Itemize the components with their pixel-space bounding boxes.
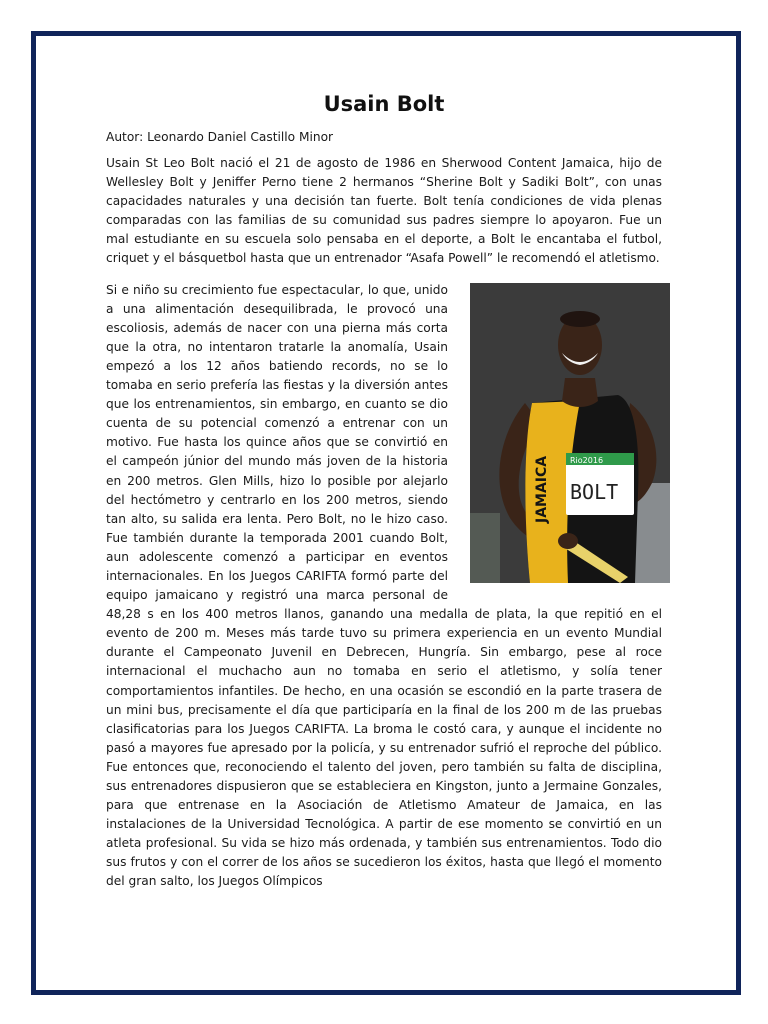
- document-title: Usain Bolt: [323, 92, 445, 116]
- author-line: Autor: Leonardo Daniel Castillo Minor: [106, 130, 334, 144]
- jersey-side-text: JAMAICA: [534, 455, 550, 523]
- document-body: [106, 92, 662, 904]
- bib-event-text: Rio2016: [570, 455, 604, 465]
- paragraph-2-text: Si e niño su crecimiento fue espectacular, lo que, unido a una alimentación desequilibrada, le provocó una escoliosis, además de nacer con una pierna más corta que la otra, no intentaron tratarle la anomalía, Usain empezó a los 12 años batiendo records, no se lo tomaba en serio prefería las fiestas y la diversión antes que los entrenamientos, sin embargo, en cuanto se dio cuenta de su potencial comenzó a entrenar con un motivo. Fue hasta los quince años que se convirtió en el campeón júnior del mundo más joven de la historia en 200 metros. Glen Mills, hizo lo posible por alejarlo del hectómetro y centrarlo en los 200 metros, siendo tan alto, su salida era lenta. Pero Bolt, no le hizo caso. Fue también durante la temporada 2001 cuando Bolt, aun adolescente comenzó a participar en eventos internacionales. En los Juegos CARIFTA formó parte del equipo jamaicano y registró una marca personal de 48,28 s en los 400 metros llanos, ganando una medalla de plata, la que repitió en el evento de 200 m. Meses más tarde tuvo su primera experiencia en un evento Mundial durante el Campeonato Juvenil en Debrecen, Hungría. Sin embargo, pese al roce internacional el muchacho aun no tomaba en serio el atletismo, y solía tener comportamientos infantiles. De hecho, en una ocasión se escondió en la parte trasera de un mini bus, precisamente el día que participaría en la final de los 200 m de las pruebas clasificatorias para los Juegos CARIFTA. La broma le costó cara, y aunque el incidente no pasó a mayores fue apresado por la policía, y su entrenador sufrió el reproche del público. Fue entonces que, reconociendo el talento del joven, pero también su falta de disciplina, sus entrenadores dispusieron que se estableciera en Kingston, junto a Jermaine Gonzales, para que entrenase en la Asociación de Atletismo Amateur de Jamaica, en las instalaciones de la Universidad Tecnológica. A partir de ese momento se convirtió en un atleta profesional. Su vida se hizo más ordenada, y también sus entrenamientos. Todo dio sus frutos y con el correr de los años se sucedieron los éxitos, hasta que llegó el momento del gran salto, los Juegos Olímpicos: [106, 282, 662, 889]
- paragraph-2: [106, 281, 662, 892]
- bib-name-text: BOLT: [570, 479, 619, 504]
- page-border: [31, 31, 741, 995]
- athlete-illustration: [470, 283, 670, 583]
- athlete-photo: [470, 283, 670, 583]
- paragraph-1: Usain St Leo Bolt nació el 21 de agosto de 1986 en Sherwood Content Jamaica, hijo de Wellesley Bolt y Jeniffer Perno tiene 2 hermanos “Sherine Bolt y Sadiki Bolt”, con unas capacidades naturales y una decisión tan fuerte. Bolt tenía condiciones de vida plenas comparadas con las familias de su comunidad sus padres siempre lo apoyaron. Fue un mal estudiante en su escuela solo pensaba en el deporte, a Bolt le encantaba el futbol, criquet y el básquetbol hasta que un entrenador “Asafa Powell” le recomendó el atletismo.: [106, 156, 662, 266]
